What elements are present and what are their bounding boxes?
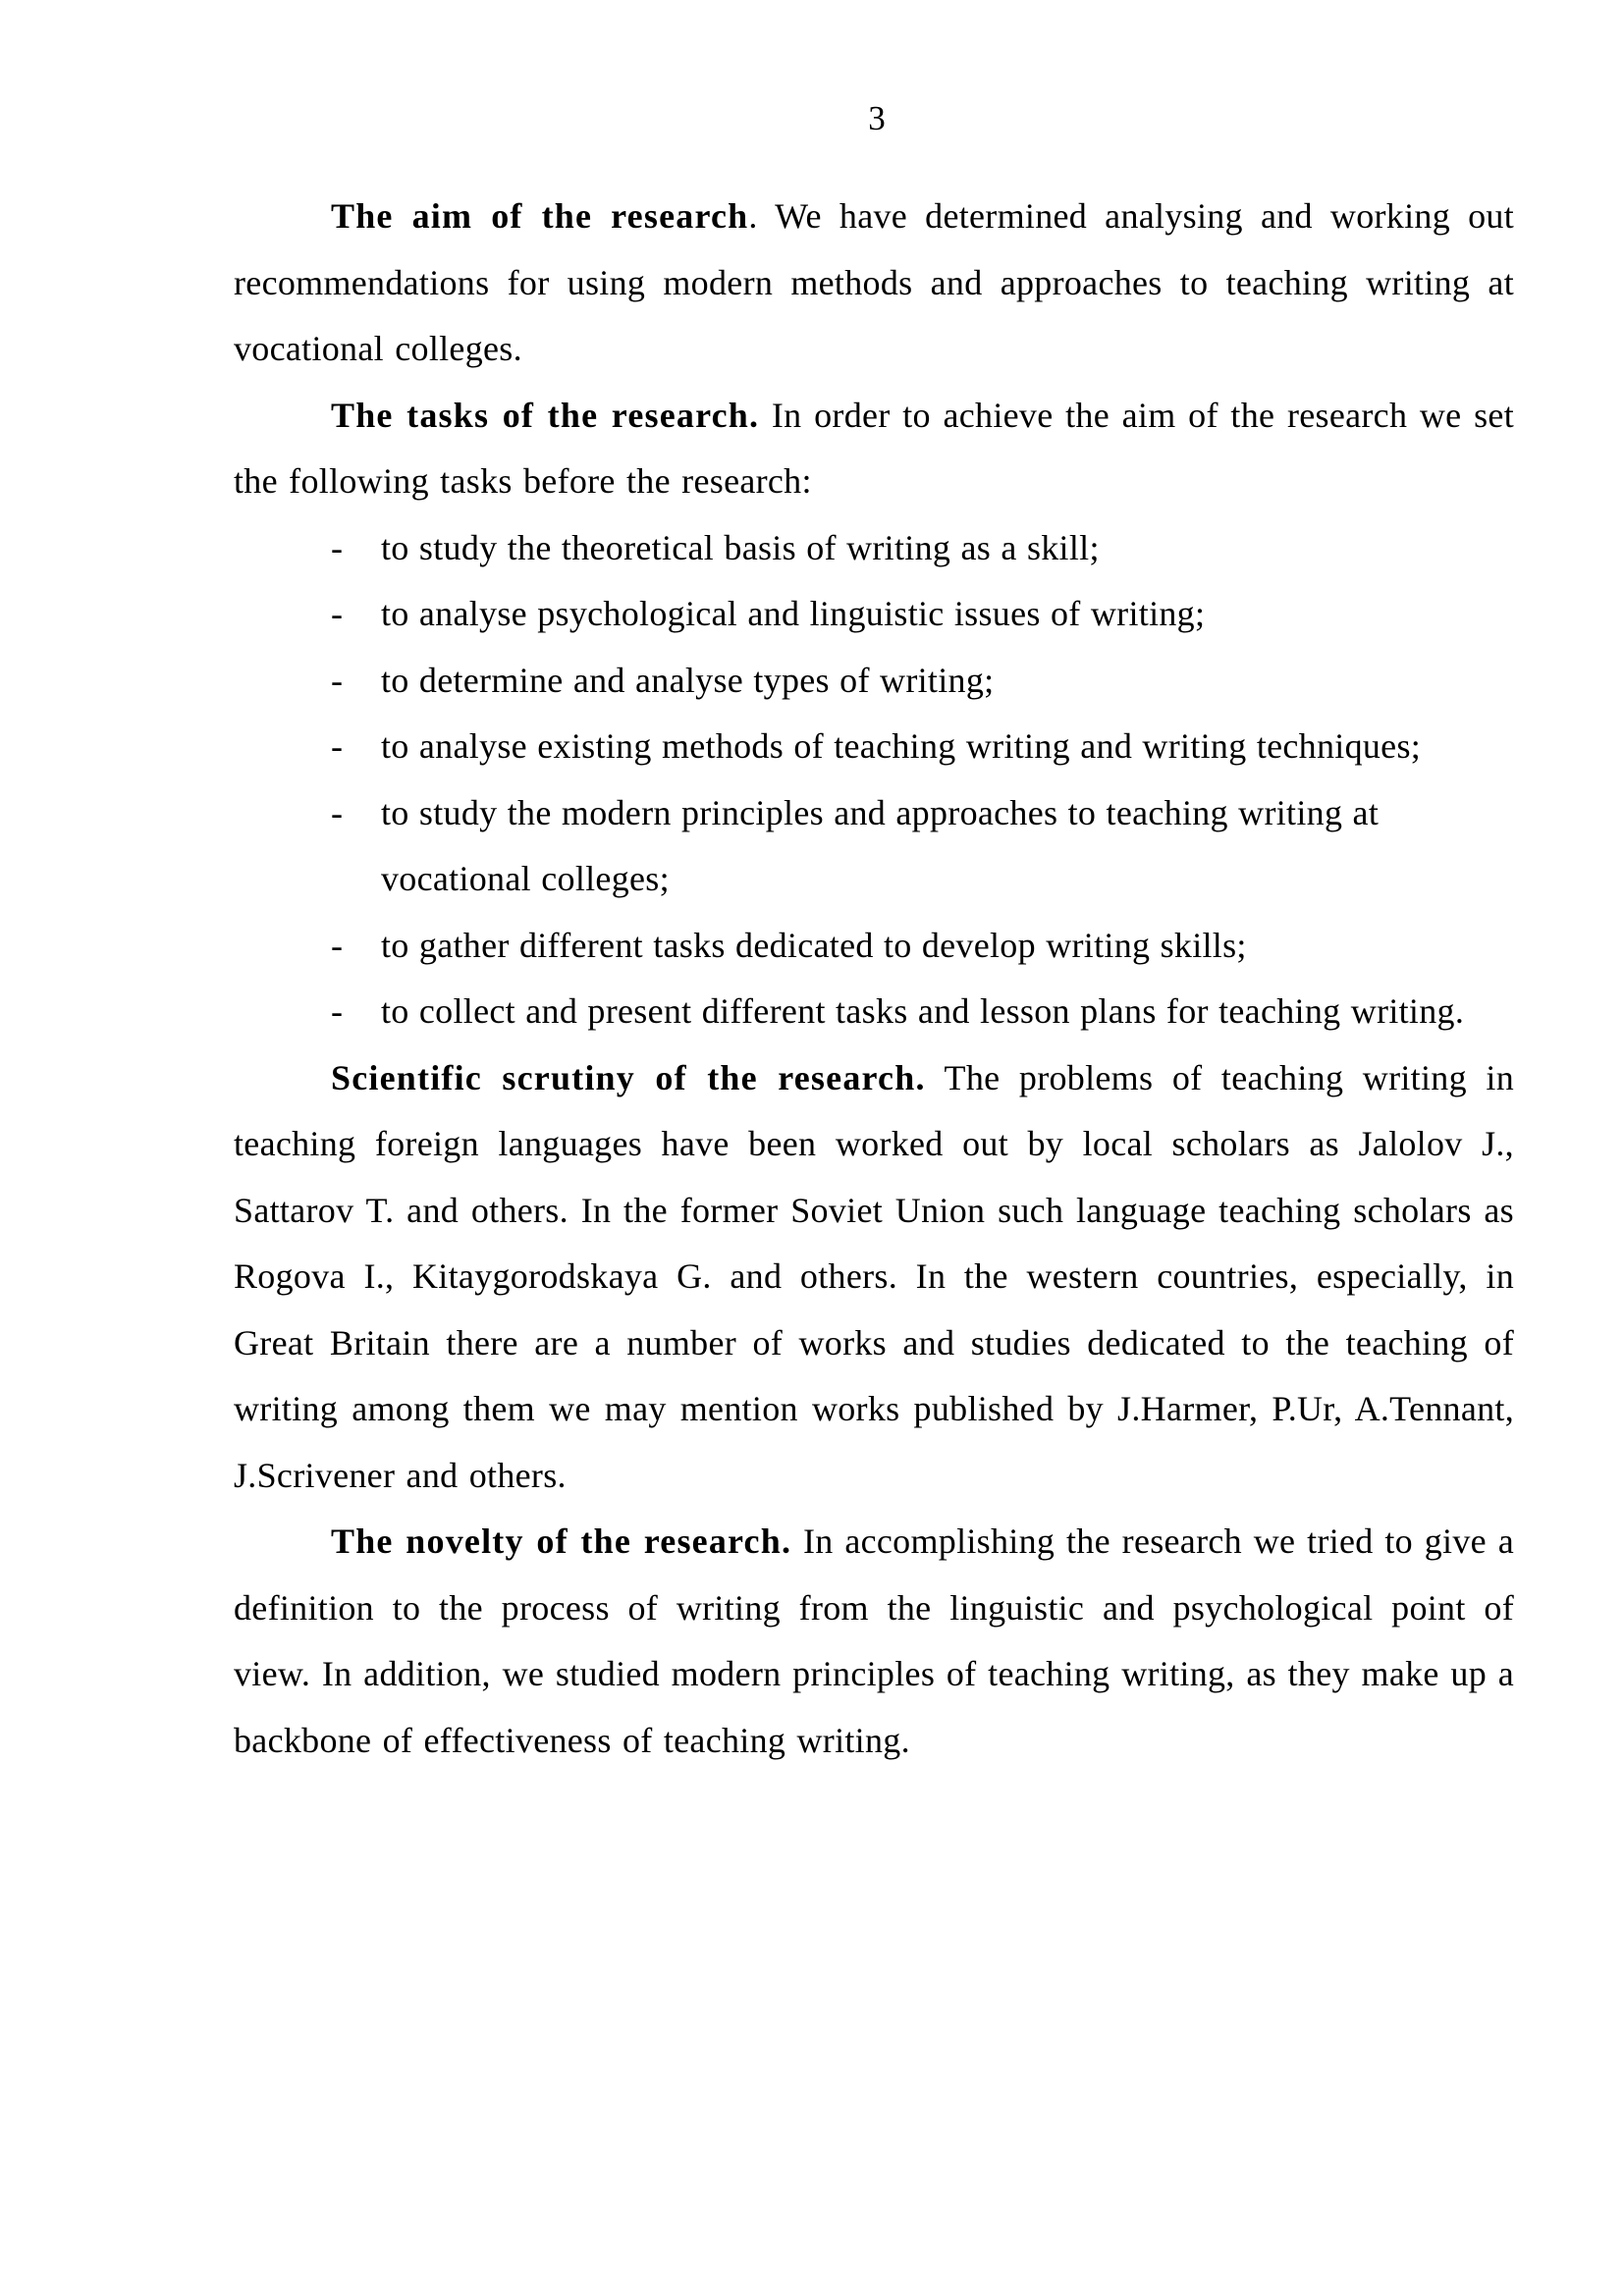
list-dash: -: [331, 925, 344, 965]
task-item: [331, 780, 1514, 913]
document-body: [234, 184, 1514, 1774]
task-text: to gather different tasks dedicated to develop writing skills;: [381, 925, 1247, 965]
page-number: 3: [868, 99, 886, 137]
novelty-heading: The novelty of the research.: [331, 1522, 792, 1561]
list-dash: -: [331, 594, 344, 633]
task-text: to analyse existing methods of teaching writing and writing techniques;: [381, 726, 1422, 766]
task-text: to study the modern principles and approaches to teaching writing at vocational colleges;: [381, 792, 1380, 898]
task-item: [331, 913, 1514, 980]
task-item: [331, 515, 1514, 582]
aim-paragraph: [234, 184, 1514, 383]
tasks-heading: The tasks of the research.: [331, 395, 760, 435]
aim-heading: The aim of the research: [331, 196, 749, 236]
task-text: to study the theoretical basis of writing as a skill;: [381, 527, 1100, 567]
list-dash: -: [331, 991, 344, 1031]
aim-text: . We have determined analysing and working out recommendations for using modern methods and approaches to teaching writing at vocational colleges.: [234, 196, 1514, 368]
scrutiny-paragraph: [234, 1045, 1514, 1510]
novelty-text: In accomplishing the research we tried to give a definition to the process of writing from the linguistic and psychological point of view. In addition, we studied modern principles of teaching writing, as they make up a backbone of effectiveness of teaching writing.: [234, 1522, 1515, 1760]
novelty-paragraph: [234, 1509, 1514, 1774]
task-text: to analyse psychological and linguistic issues of writing;: [381, 594, 1206, 633]
task-text: to collect and present different tasks and lesson plans for teaching writing.: [381, 991, 1465, 1031]
list-dash: -: [331, 792, 344, 832]
task-item: [331, 648, 1514, 715]
scrutiny-heading: Scientific scrutiny of the research.: [331, 1057, 926, 1097]
scrutiny-text: The problems of teaching writing in teaching foreign languages have been worked out by local scholars as Jalolov J., Sattarov T. and others. In the former Soviet Union such language teaching scholars as Rogova I., Kitaygorodskaya G. and others. In the western countries, especially, in Great Britain there are a number of works and studies dedicated to the teaching of writing among them we may mention works published by J.Harmer, P.Ur, A.Tennant, J.Scrivener and others.: [234, 1057, 1514, 1495]
list-dash: -: [331, 726, 344, 766]
task-list: [234, 515, 1514, 1045]
task-item: [331, 714, 1514, 780]
task-item: [331, 581, 1514, 648]
task-item: [331, 979, 1514, 1045]
tasks-intro-text: In order to achieve the aim of the research we set the following tasks before the research:: [234, 395, 1514, 501]
task-text: to determine and analyse types of writing;: [381, 660, 995, 700]
list-dash: -: [331, 527, 344, 567]
list-dash: -: [331, 660, 344, 700]
tasks-paragraph: [234, 383, 1514, 515]
